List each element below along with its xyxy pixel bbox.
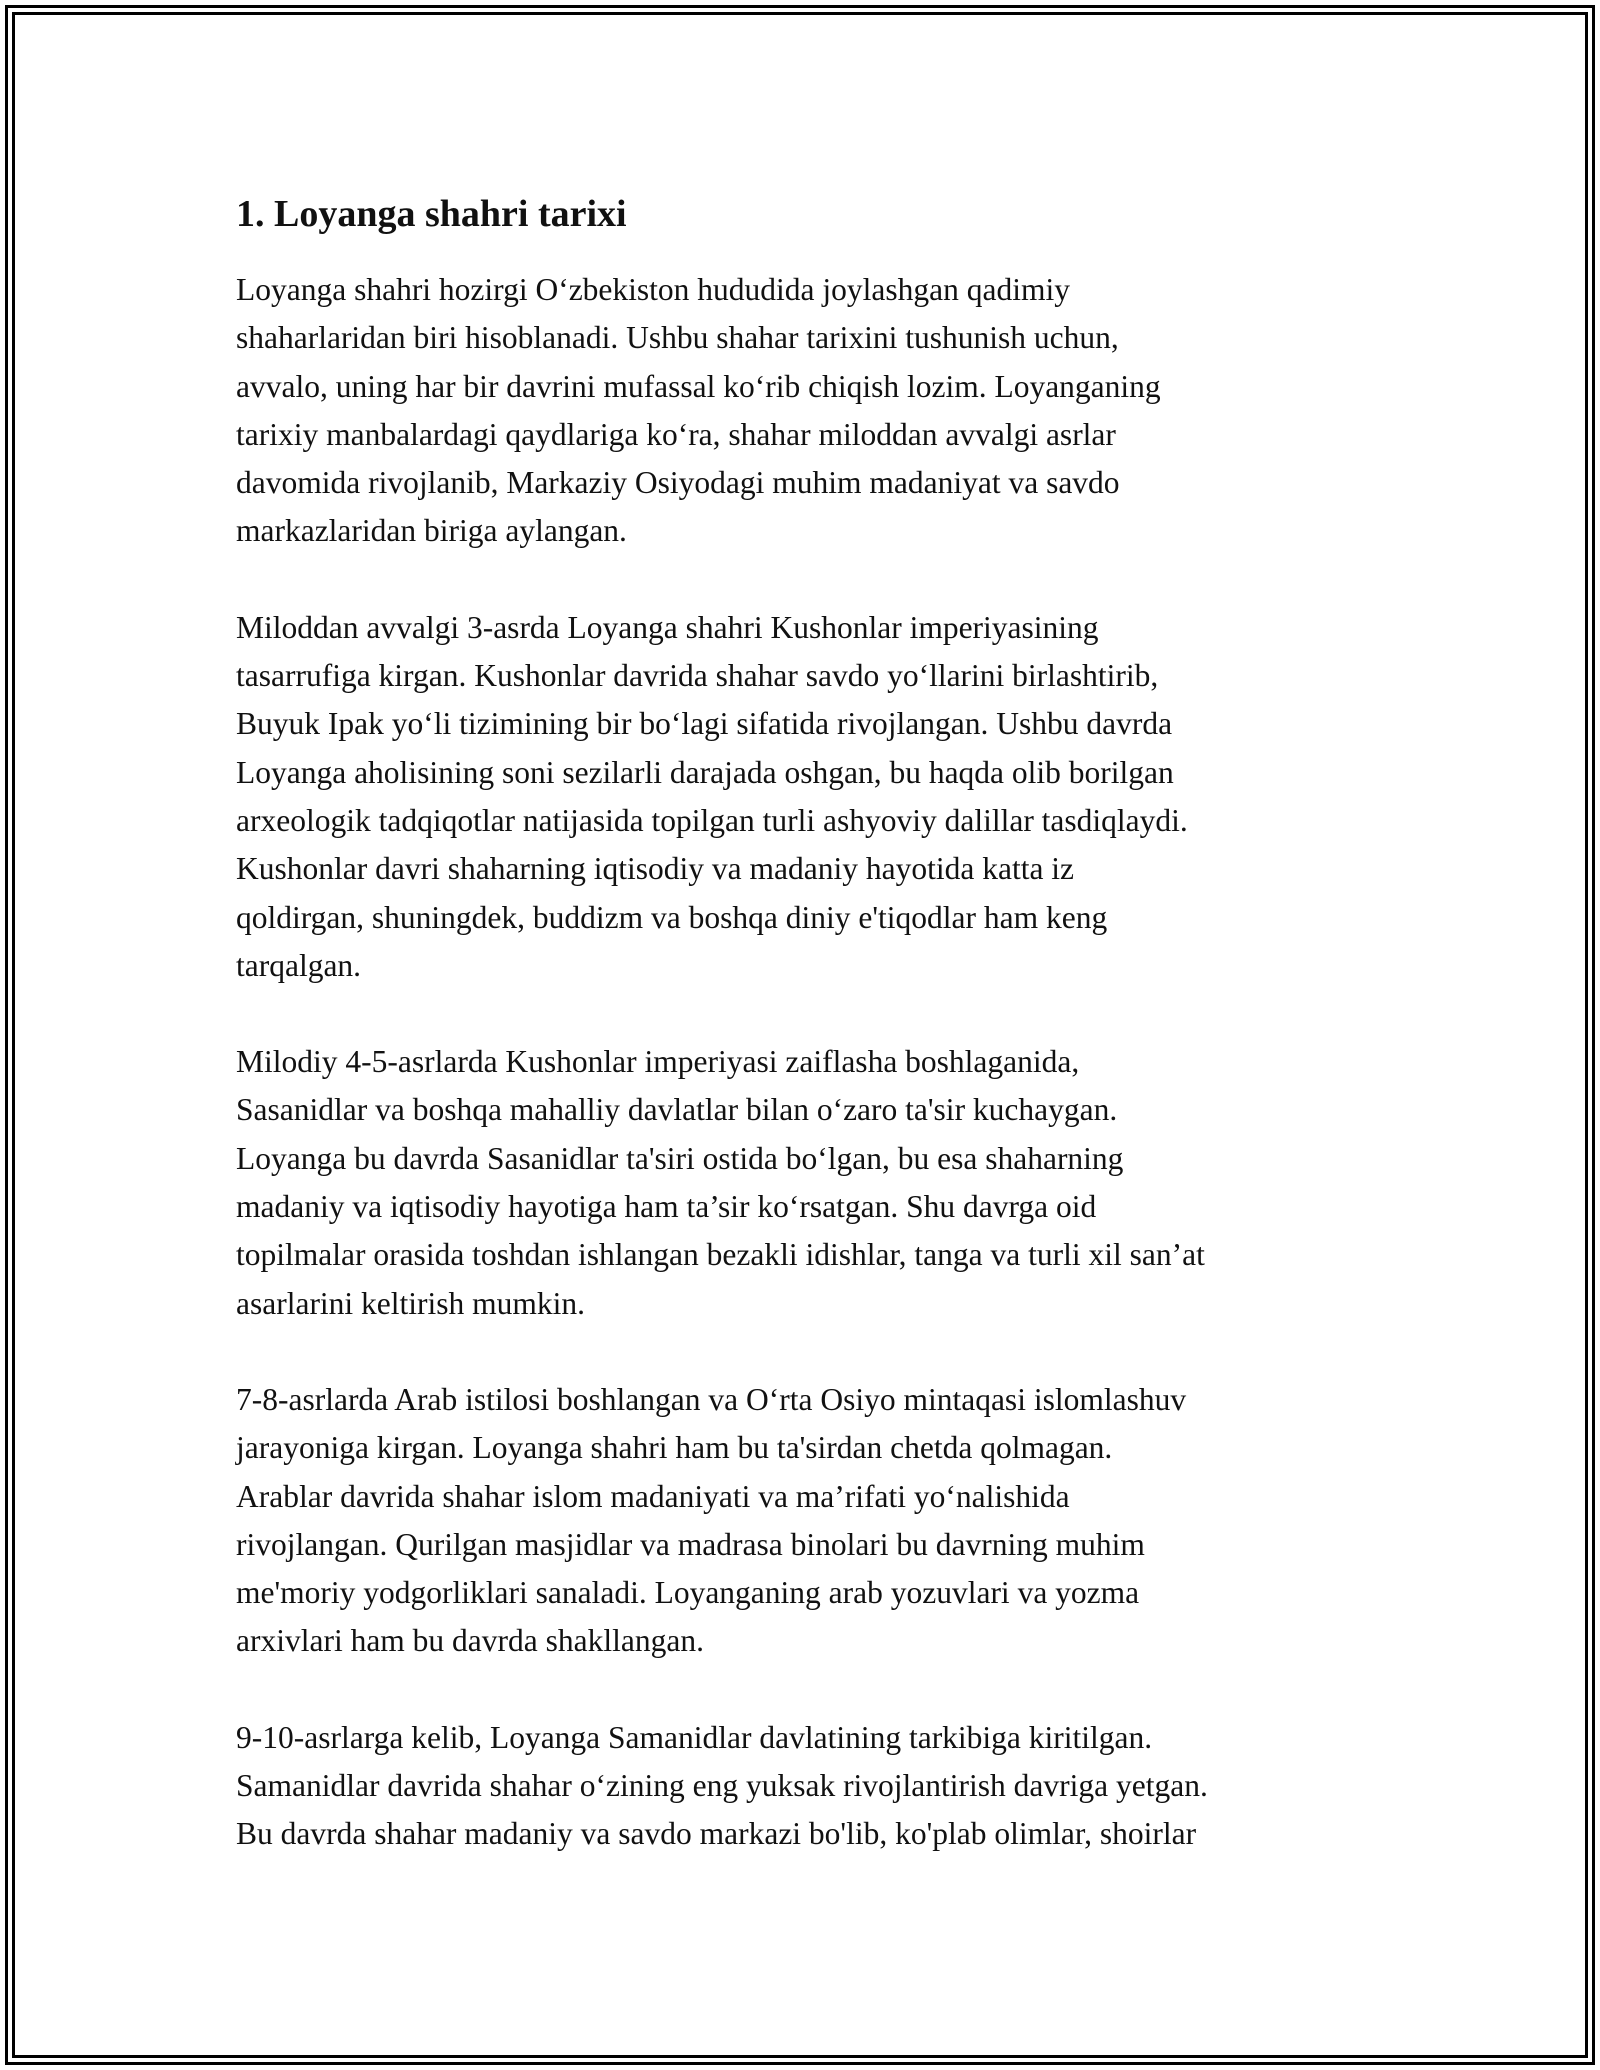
paragraph-line: Bu davrda shahar madaniy va savdo markazi bo'lib, ko'plab olimlar, shoirlar (236, 1816, 1197, 1852)
paragraph-line: rivojlangan. Qurilgan masjidlar va madrasa binolari bu davrning muhim (236, 1526, 1145, 1562)
document-body (236, 182, 1396, 1907)
paragraph-line: topilmalar orasida toshdan ishlangan bezakli idishlar, tanga va turli xil san’at (236, 1237, 1205, 1273)
paragraph-line: me'moriy yodgorliklari sanaladi. Loyanganing arab yozuvlari va yozma (236, 1575, 1140, 1611)
paragraph-line: Samanidlar davrida shahar o‘zining eng yuksak rivojlantirish davriga yetgan. (236, 1768, 1208, 1804)
section-title: 1. Loyanga shahri tarixi (236, 193, 627, 235)
paragraph (236, 1714, 1396, 1859)
paragraph-line: qoldirgan, shuningdek, buddizm va boshqa diniy e'tiqodlar ham keng (236, 899, 1108, 935)
paragraph-line: Loyanga aholisining soni sezilarli darajada oshgan, bu haqda olib borilgan (236, 754, 1174, 790)
paragraph (236, 1376, 1396, 1666)
paragraph-line: jarayoniga kirgan. Loyanga shahri ham bu ta'sirdan chetda qolmagan. (236, 1430, 1113, 1466)
paragraph-line: Arablar davrida shahar islom madaniyati va ma’rifati yo‘nalishida (236, 1478, 1070, 1514)
paragraph-line: arxeologik tadqiqotlar natijasida topilgan turli ashyoviy dalillar tasdiqlaydi. (236, 802, 1188, 838)
paragraph (236, 1038, 1396, 1328)
paragraph-line: tarqalgan. (236, 947, 362, 983)
paragraph-line: tasarrufiga kirgan. Kushonlar davrida shahar savdo yo‘llarini birlashtirib, (236, 658, 1159, 694)
paragraph-line: Miloddan avvalgi 3-asrda Loyanga shahri Kushonlar imperiyasining (236, 609, 1099, 645)
paragraph-line: 7-8-asrlarda Arab istilosi boshlangan va O‘rta Osiyo mintaqasi islomlashuv (236, 1381, 1187, 1417)
paragraph-line: asarlarini keltirish mumkin. (236, 1285, 586, 1321)
paragraph-line: tarixiy manbalardagi qaydlariga ko‘ra, shahar miloddan avvalgi asrlar (236, 416, 1116, 452)
paragraph-line: markazlaridan biriga aylangan. (236, 513, 627, 549)
paragraph (236, 266, 1396, 556)
paragraph-line: Loyanga shahri hozirgi O‘zbekiston hududida joylashgan qadimiy (236, 272, 1070, 307)
paragraph-line: 9-10-asrlarga kelib, Loyanga Samanidlar davlatining tarkibiga kiritilgan. (236, 1719, 1153, 1755)
paragraph-line: madaniy va iqtisodiy hayotiga ham ta’sir ko‘rsatgan. Shu davrga oid (236, 1189, 1097, 1225)
paragraph-list (236, 266, 1396, 1859)
paragraph-line: Loyanga bu davrda Sasanidlar ta'siri ostida bo‘lgan, bu esa shaharning (236, 1140, 1124, 1176)
paragraph-line: arxivlari ham bu davrda shakllangan. (236, 1623, 704, 1659)
paragraph-line: davomida rivojlanib, Markaziy Osiyodagi muhim madaniyat va savdo (236, 465, 1120, 501)
paragraph-line: avvalo, uning har bir davrini mufassal ko‘rib chiqish lozim. Loyanganing (236, 368, 1161, 404)
paragraph (236, 604, 1396, 990)
paragraph-line: shaharlaridan biri hisoblanadi. Ushbu shahar tarixini tushunish uchun, (236, 320, 1119, 356)
paragraph-line: Sasanidlar va boshqa mahalliy davlatlar bilan o‘zaro ta'sir kuchaygan. (236, 1092, 1118, 1128)
paragraph-line: Buyuk Ipak yo‘li tizimining bir bo‘lagi sifatida rivojlangan. Ushbu davrda (236, 706, 1173, 742)
paragraph-line: Kushonlar davri shaharning iqtisodiy va madaniy hayotida katta iz (236, 851, 1075, 887)
paragraph-line: Milodiy 4-5-asrlarda Kushonlar imperiyasi zaiflasha boshlaganida, (236, 1044, 1080, 1080)
